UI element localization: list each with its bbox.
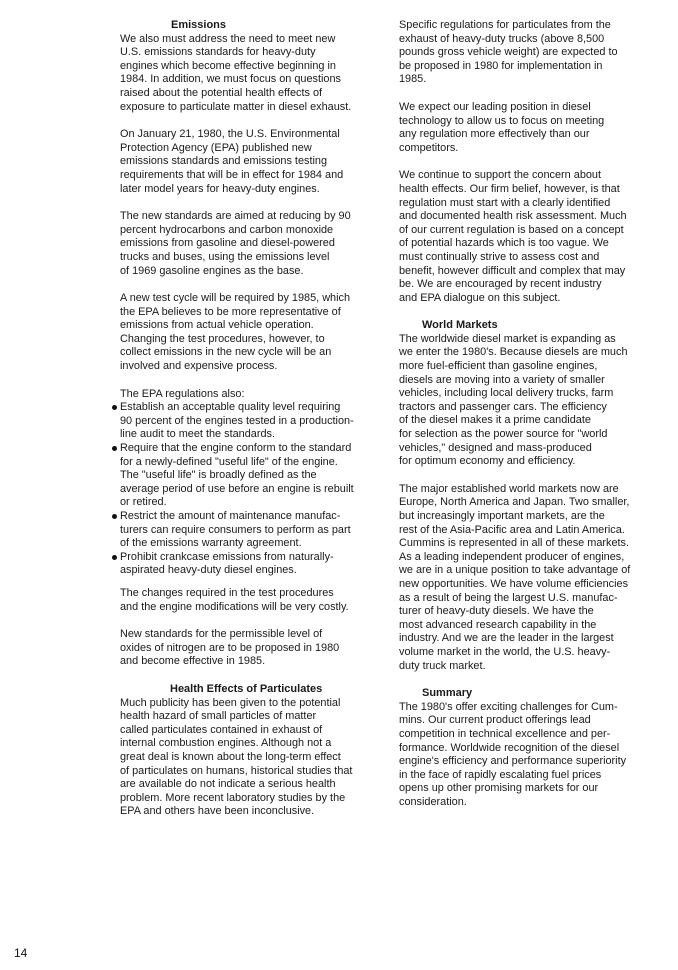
- list-item: [120, 510, 380, 551]
- bullet-icon: [112, 555, 117, 560]
- list-item-text: Restrict the amount of maintenance manufac- turers can require consumers to perform as part of the emissions warranty agreement.: [120, 510, 351, 550]
- page-number: 14: [14, 946, 28, 960]
- list-item: [120, 442, 380, 510]
- paragraph: The major established world markets now are Europe, North America and Japan. Two smaller, but increasingly important markets, are the rest of the Asia-Pacific area and Latin America. Cummins is represented in all of these markets. As a leading independent producer of engines, we are in a unique position to take advantage of new opportunities. We have volume efficiencies as a result of being the largest U.S. manufac- turer of heavy-duty diesels. We have the most advanced research capability in the industry. And we are the leader in the largest volume market in the world, the U.S. heavy- duty truck market.: [399, 482, 631, 672]
- paragraph: A new test cycle will be required by 1985, which the EPA believes to be more representative of emissions from actual vehicle operation. Changing the test procedures, however, to collect emissions in the new cycle will be an involved and expensive process.: [120, 292, 351, 373]
- paragraph: The worldwide diesel market is expanding as we enter the 1980's. Because diesels are much more fuel-efficient than gasoline engines, diesels are moving into a variety of smaller vehicles, including local delivery trucks, farm tractors and passenger cars. The efficiency of the diesel makes it a prime candidate for selection as the power source for "world vehicles," designed and mass-produced for optimum economy and efficiency.: [399, 332, 628, 468]
- list-item: [120, 401, 380, 442]
- bullet-icon: [112, 514, 117, 519]
- list-item-text: Establish an acceptable quality level requiring 90 percent of the engines tested in a production- line audit to meet the standards.: [120, 401, 354, 441]
- emissions-heading: Emissions: [171, 19, 227, 31]
- left-column: [120, 19, 380, 831]
- paragraph: New standards for the permissible level of oxides of nitrogen are to be proposed in 1980 and become effective in 1985.: [120, 628, 340, 668]
- list-item-text: Prohibit crankcase emissions from naturally- aspirated heavy-duty diesel engines.: [120, 550, 334, 577]
- world-markets-heading: World Markets: [422, 319, 498, 332]
- paragraph: The 1980's offer exciting challenges for Cum- mins. Our current product offerings lead competition in technical excellence and per- formance. Worldwide recognition of the diesel engine's efficiency and performance superiority in the face of rapidly escalating fuel prices opens up other promising markets for our consideration.: [399, 700, 627, 808]
- paragraph: We expect our leading position in diesel technology to allow us to focus on meeting any regulation more effectively than our competitors.: [399, 100, 605, 154]
- paragraph: Specific regulations for particulates from the exhaust of heavy-duty trucks (above 8,500 pounds gross vehicle weight) are expected to be proposed in 1980 for implementation in 1985.: [399, 19, 618, 86]
- paragraph: The EPA regulations also:: [120, 387, 245, 400]
- paragraph: We also must address the need to meet new U.S. emissions standards for heavy-duty engines which become effective beginning in 1984. In addition, we must focus on questions raised about the potential health effects of exposure to particulate matter in diesel exhaust.: [120, 32, 352, 113]
- bullet-icon: [112, 405, 117, 410]
- health-effects-heading: Health Effects of Particulates: [170, 682, 323, 695]
- paragraph: Much publicity has been given to the potential health hazard of small particles of matter called particulates contained in exhaust of internal combustion engines. Although not a great deal is known about the long-term effect of particulates on humans, historical studies that are available do not indicate a serious health problem. More recent laboratory studies by the EPA and others have been inconclusive.: [120, 696, 353, 818]
- list-item-text: Require that the engine conform to the standard for a newly-defined "useful life" of the engine. The "useful life" is broadly defined as the average period of use before an engine is rebuilt or retired.: [120, 442, 354, 509]
- right-column: [399, 19, 661, 821]
- paragraph: We continue to support the concern about health effects. Our firm belief, however, is that regulation must start with a clearly identified and documented health risk assessment. Much of our current regulation is based on a concept of potential hazards which is too vague. We must continually strive to assess cost and benefit, however difficult and complex that may be. We are encouraged by recent industry and EPA dialogue on this subject.: [399, 169, 627, 304]
- regulations-list: [120, 401, 380, 578]
- paragraph: The new standards are aimed at reducing by 90 percent hydrocarbons and carbon monoxide emissions from gasoline and diesel-powered trucks and buses, using the emissions level of 1969 gasoline engines as the base.: [120, 210, 351, 277]
- summary-heading: Summary: [422, 687, 473, 700]
- paragraph: On January 21, 1980, the U.S. Environmental Protection Agency (EPA) published new emissions standards and emissions testing requirements that will be in effect for 1984 and later model years for heavy-duty engines.: [120, 128, 344, 195]
- bullet-icon: [112, 446, 117, 451]
- list-item: [120, 551, 380, 578]
- paragraph: The changes required in the test procedures and the engine modifications will be very costly.: [120, 586, 349, 613]
